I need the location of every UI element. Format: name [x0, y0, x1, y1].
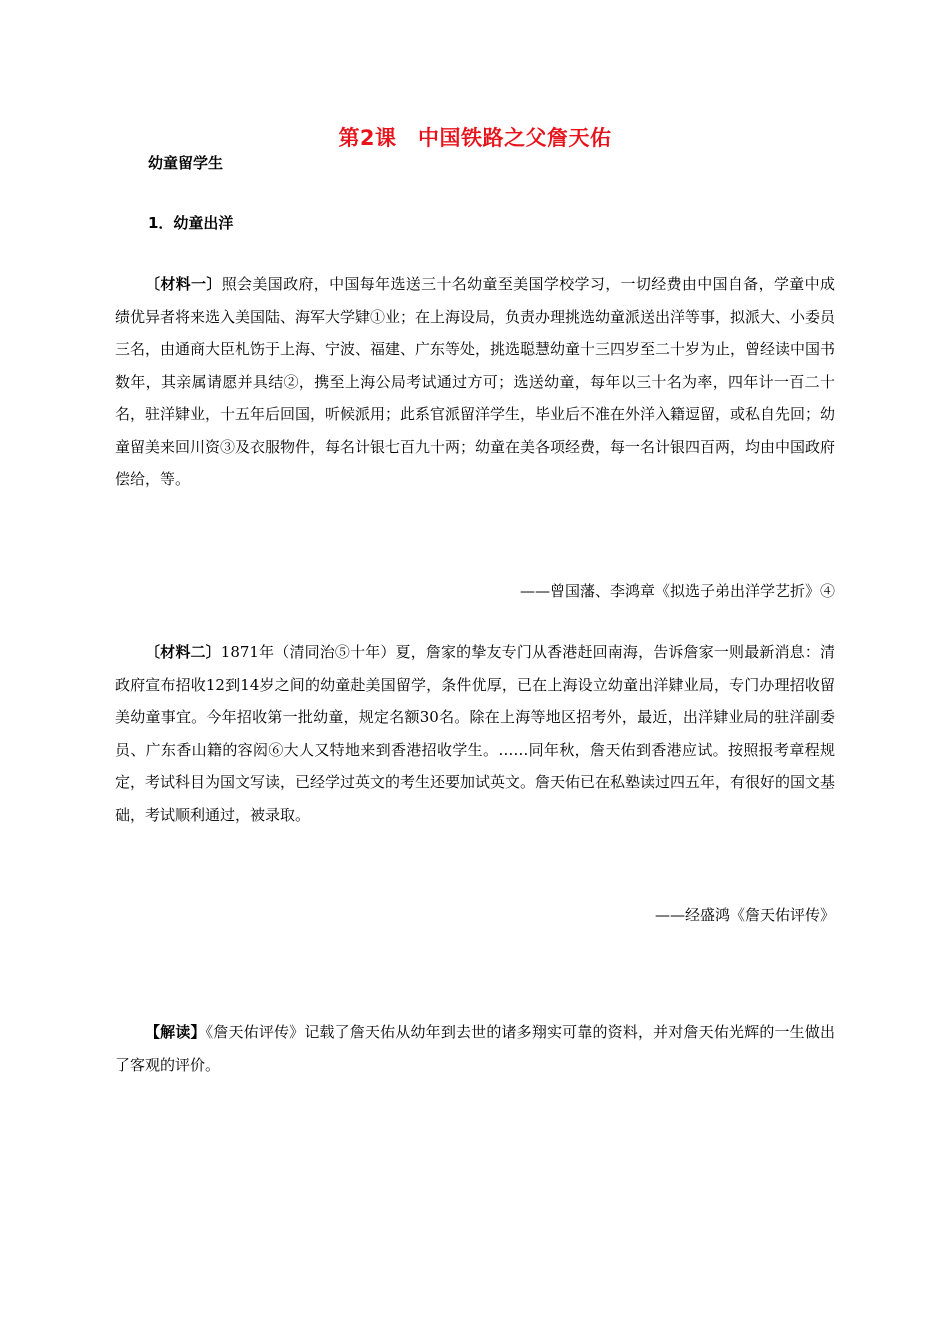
interpretation-label: 【解读】 [145, 1023, 206, 1041]
subtitle: 幼童留学生 [148, 154, 224, 172]
material-two-text: 1871年（清同治⑤十年）夏，詹家的挚友专门从香港赶回南海，告诉詹家一则最新消息：清政府宣布招收12到14岁之间的幼童赴美国留学，条件优厚，已在上海设立幼童出洋肄业局，专门办理招收留美幼童事宜。今年招收第一批幼童，规定名额30名。除在上海等地区招考外，最近，出洋肄业局的驻洋副委员、广东香山籍的容闳⑥大人又特地来到香港招收学生。……同年秋，詹天佑到香港应试。按照报考章程规定，考试科目为国文写读，已经学过英文的考生还要加试英文。詹天佑已在私塾读过四五年，有很好的国文基础，考试顺利通过，被录取。 [115, 643, 836, 824]
lesson-title: 第2课 中国铁路之父詹天佑 [338, 126, 612, 150]
material-two-source: ——经盛鸿《詹天佑评传》 [654, 906, 835, 924]
material-one-source: ——曾国藩、李鸿章《拟选子弟出洋学艺折》④ [519, 582, 835, 600]
material-one-paragraph [115, 268, 835, 496]
section-heading: 1．幼童出洋 [148, 214, 234, 232]
material-one-label: 〔材料一〕 [145, 275, 222, 293]
interpretation-paragraph [115, 1016, 835, 1081]
interpretation-text: 《詹天佑评传》记载了詹天佑从幼年到去世的诸多翔实可靠的资料，并对詹天佑光辉的一生做出了客观的评价。 [115, 1023, 835, 1074]
material-two-label: 〔材料二〕 [145, 643, 221, 661]
material-one-text: 照会美国政府，中国每年选送三十名幼童至美国学校学习，一切经费由中国自备，学童中成绩优异者将来选入美国陆、海军大学肄①业；在上海设局，负责办理挑选幼童派送出洋等事，拟派大、小委员三名，由通商大臣札饬于上海、宁波、福建、广东等处，挑选聪慧幼童十三四岁至二十岁为止，曾经读中国书数年，其亲属请愿并具结②，携至上海公局考试通过方可；选送幼童，每年以三十名为率，四年计一百二十名，驻洋肄业，十五年后回国，听候派用；此系官派留洋学生，毕业后不准在外洋入籍逗留，或私自先回；幼童留美来回川资③及衣服物件，每名计银七百九十两；幼童在美各项经费，每一名计银四百两，均由中国政府偿给，等。 [115, 275, 836, 488]
material-two-paragraph [115, 636, 835, 831]
